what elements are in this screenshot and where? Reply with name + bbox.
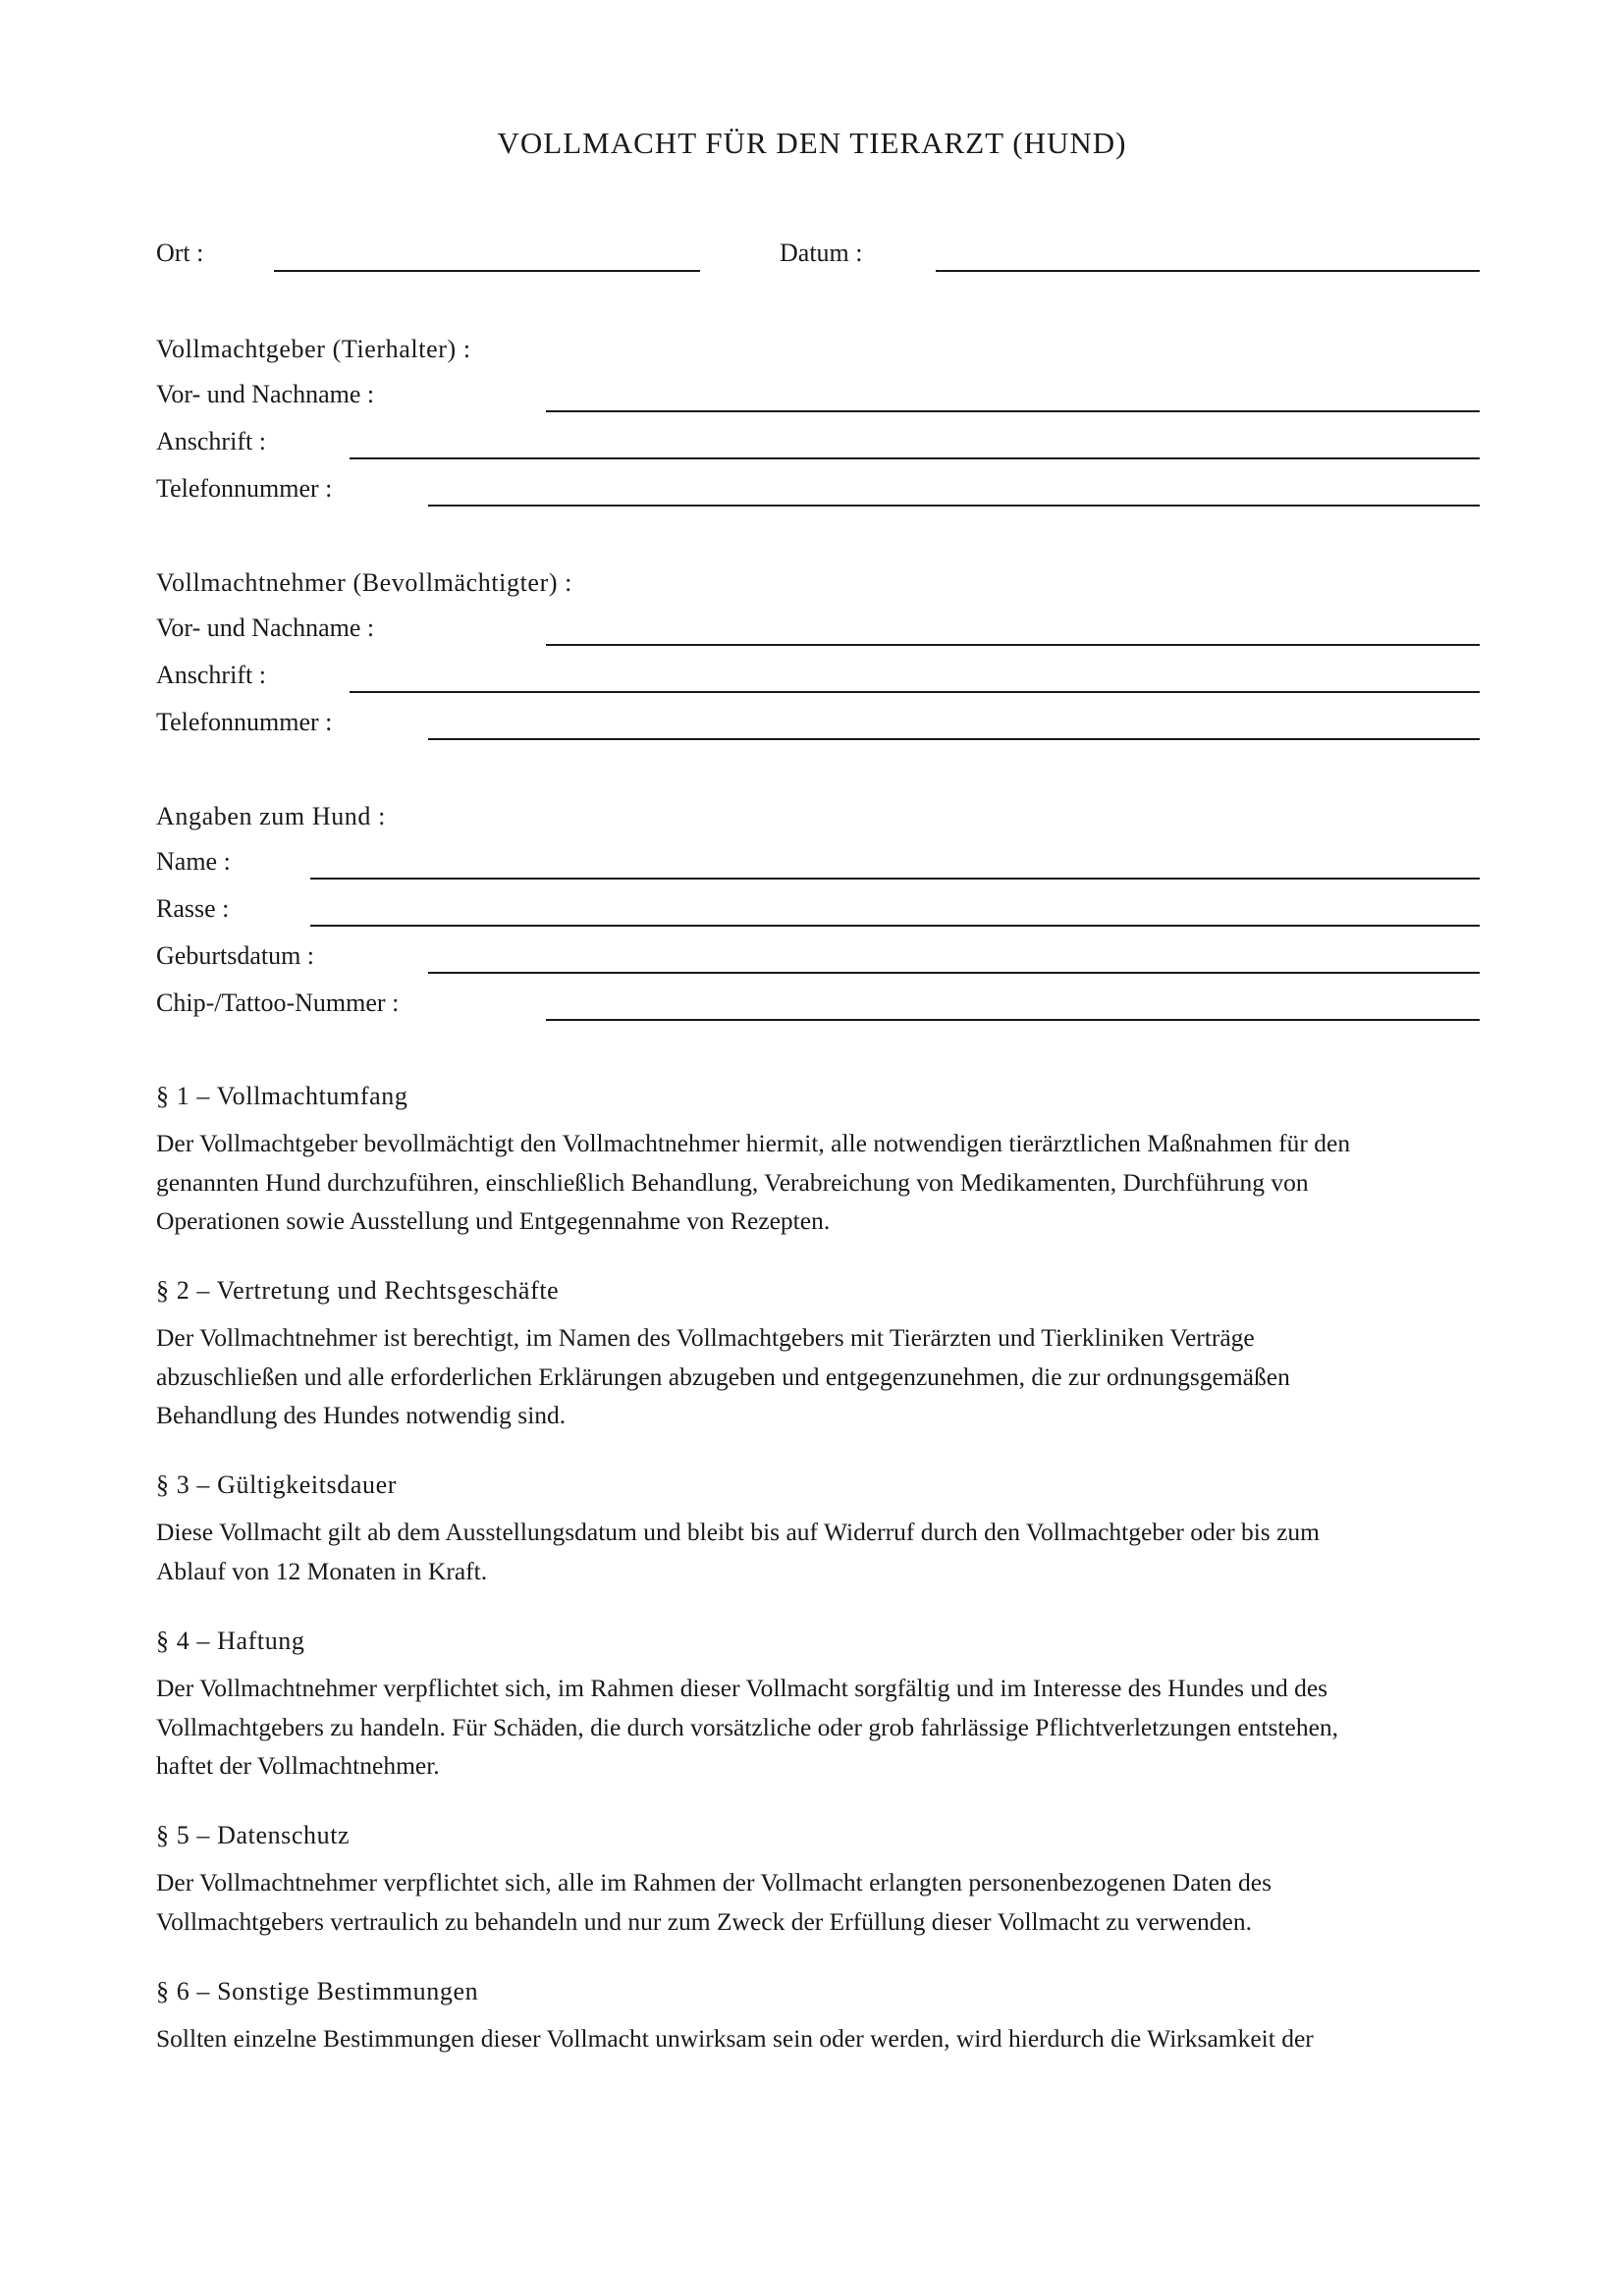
section-1-line: genannten Hund durchzuführen, einschließlich Behandlung, Verabreichung von Medikamenten, Durchführung von [156,1167,1309,1197]
hund-birthdate-field[interactable] [428,972,1480,974]
vollmachtnehmer-phone-label: Telefonnummer : [156,708,333,736]
section-4-body [156,1669,1338,1786]
hund-breed-field[interactable] [310,925,1480,927]
vollmachtnehmer-name-field[interactable] [546,644,1480,646]
section-2-body [156,1318,1290,1435]
hund-breed-label: Rasse : [156,894,230,923]
vollmachtnehmer-heading: Vollmachtnehmer (Bevollmächtigter) : [156,568,573,597]
hund-birthdate-label: Geburtsdatum : [156,941,315,970]
vollmachtnehmer-address-label: Anschrift : [156,661,266,689]
vollmachtgeber-name-label: Vor- und Nachname : [156,380,375,408]
vollmachtgeber-address-field[interactable] [350,457,1480,459]
section-5-line: Der Vollmachtnehmer verpflichtet sich, alle im Rahmen der Vollmacht erlangten personenbezogenen Daten des [156,1868,1272,1896]
section-5-line: Vollmachtgebers vertraulich zu behandeln und nur zum Zweck der Erfüllung dieser Vollmacht zu verwenden. [156,1906,1252,1936]
section-4-line: Der Vollmachtnehmer verpflichtet sich, im Rahmen dieser Vollmacht sorgfältig und im Interesse des Hundes und des [156,1674,1328,1702]
hund-chip-label: Chip-/Tattoo-Nummer : [156,988,400,1017]
section-3-line: Ablauf von 12 Monaten in Kraft. [156,1556,488,1585]
hund-chip-field[interactable] [546,1019,1480,1021]
section-4-line: haftet der Vollmachtnehmer. [156,1751,440,1780]
vollmachtgeber-address-label: Anschrift : [156,427,266,455]
vollmachtnehmer-address-field[interactable] [350,691,1480,693]
datum-field[interactable] [936,270,1480,272]
section-6-body [156,2019,1314,2058]
vollmachtgeber-phone-field[interactable] [428,505,1480,507]
hund-heading: Angaben zum Hund : [156,802,386,830]
document-title: VOLLMACHT FÜR DEN TIERARZT (HUND) [497,126,1127,160]
section-6-heading: § 6 – Sonstige Bestimmungen [156,1977,479,2005]
section-4-heading: § 4 – Haftung [156,1627,305,1655]
section-1-body [156,1124,1350,1241]
section-5-heading: § 5 – Datenschutz [156,1821,351,1849]
section-1-line: Operationen sowie Ausstellung und Entgegennahme von Rezepten. [156,1206,831,1235]
section-6-line: Sollten einzelne Bestimmungen dieser Vollmacht unwirksam sein oder werden, wird hierdurch die Wirksamkeit der [156,2024,1314,2053]
vollmachtgeber-phone-label: Telefonnummer : [156,474,333,503]
vollmachtgeber-heading: Vollmachtgeber (Tierhalter) : [156,335,471,363]
section-3-body [156,1513,1320,1590]
section-5-body [156,1863,1272,1941]
section-2-heading: § 2 – Vertretung und Rechtsgeschäfte [156,1276,560,1305]
section-2-line: Behandlung des Hundes notwendig sind. [156,1401,567,1429]
vollmachtnehmer-name-label: Vor- und Nachname : [156,614,375,642]
hund-name-field[interactable] [310,878,1480,880]
section-2-line: Der Vollmachtnehmer ist berechtigt, im Namen des Vollmachtgebers mit Tierärzten und Tierkliniken Verträge [156,1323,1255,1352]
vollmachtnehmer-phone-field[interactable] [428,738,1480,740]
ort-field[interactable] [274,270,700,272]
section-1-heading: § 1 – Vollmachtumfang [156,1082,408,1110]
hund-name-label: Name : [156,847,231,876]
section-4-line: Vollmachtgebers zu handeln. Für Schäden, die durch vorsätzliche oder grob fahrlässige Pflichtverletzungen entstehen, [156,1712,1339,1741]
ort-label: Ort : [156,239,204,267]
datum-label: Datum : [780,239,863,267]
section-3-line: Diese Vollmacht gilt ab dem Ausstellungsdatum und bleibt bis auf Widerruf durch den Vollmachtgeber oder bis zum [156,1518,1320,1546]
vollmachtgeber-name-field[interactable] [546,410,1480,412]
section-3-heading: § 3 – Gültigkeitsdauer [156,1470,397,1499]
section-1-line: Der Vollmachtgeber bevollmächtigt den Vollmachtnehmer hiermit, alle notwendigen tierärztlichen Maßnahmen für den [156,1129,1351,1157]
section-2-line: abzuschließen und alle erforderlichen Erklärungen abzugeben und entgegenzunehmen, die zur ordnungsgemäßen [156,1362,1290,1391]
